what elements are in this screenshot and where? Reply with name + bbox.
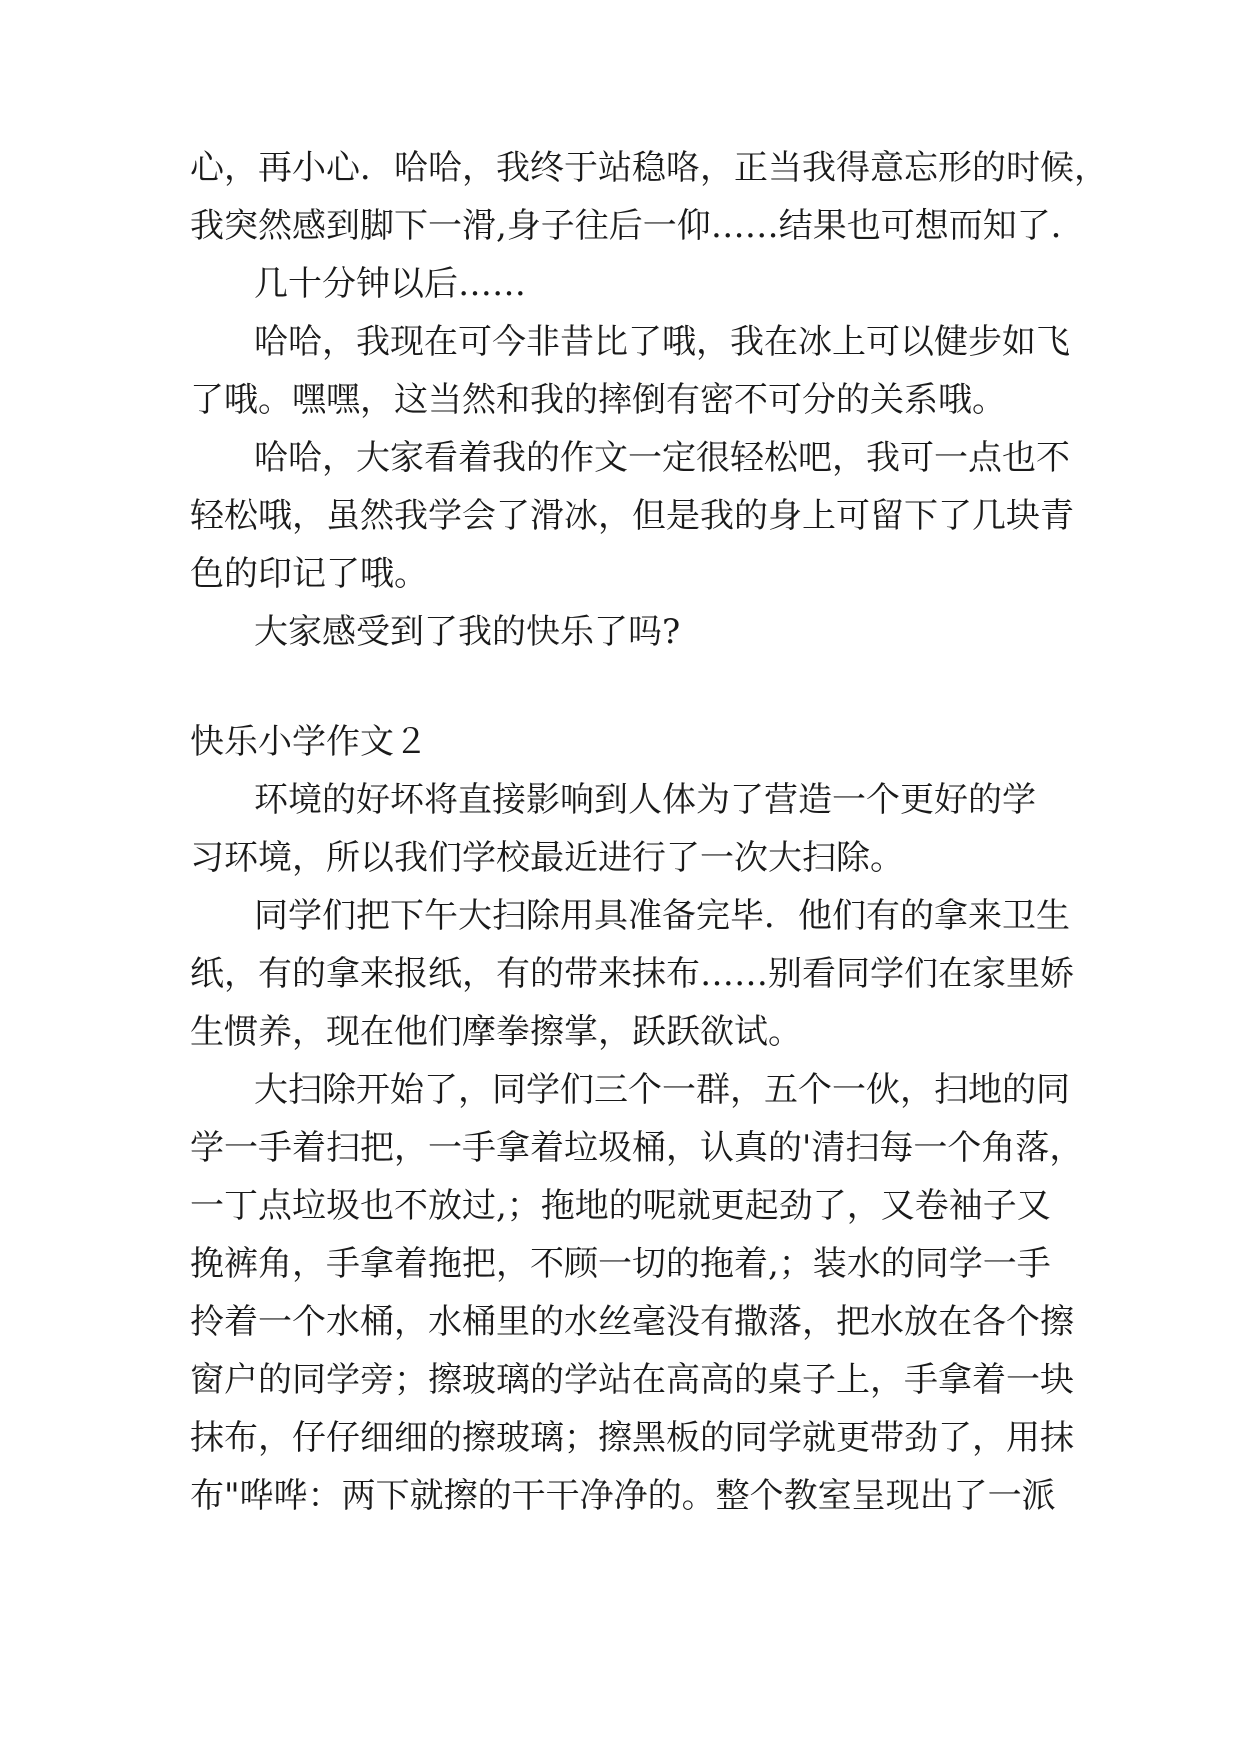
paragraph-line: 一丁点垃圾也不放过,；拖地的呢就更起劲了，又卷袖子又 [190,1186,1051,1226]
paragraph-line: 环境的好坏将直接影响到人体为了营造一个更好的学 [254,780,1036,820]
paragraph-line: 拎着一个水桶，水桶里的水丝毫没有撒落，把水放在各个擦 [190,1302,1074,1342]
paragraph-line: 哈哈，我现在可今非昔比了哦，我在冰上可以健步如飞 [254,322,1070,362]
paragraph-line: 窗户的同学旁；擦玻璃的学站在高高的桌子上，手拿着一块 [190,1360,1074,1400]
paragraph-line: 了哦。嘿嘿，这当然和我的摔倒有密不可分的关系哦。 [190,380,1006,420]
paragraph-line: 同学们把下午大扫除用具准备完毕．他们有的拿来卫生 [254,896,1070,936]
paragraph-line: 大家感受到了我的快乐了吗? [254,612,681,652]
paragraph-line: 大扫除开始了，同学们三个一群，五个一伙，扫地的同 [254,1070,1070,1110]
paragraph-line: 抹布，仔仔细细的擦玻璃；擦黑板的同学就更带劲了，用抹 [190,1418,1074,1458]
paragraph-line: 我突然感到脚下一滑,身子往后一仰……结果也可想而知了． [190,206,1085,246]
paragraph-line: 布"哗哗：两下就擦的干干净净的。整个教室呈现出了一派 [190,1476,1056,1516]
section-heading: 快乐小学作文２ [190,722,428,762]
paragraph-line: 轻松哦，虽然我学会了滑冰，但是我的身上可留下了几块青 [190,496,1074,536]
paragraph-line: 习环境，所以我们学校最近进行了一次大扫除。 [190,838,904,878]
paragraph-line: 几十分钟以后…… [254,264,526,304]
paragraph-line: 生惯养，现在他们摩拳擦掌，跃跃欲试。 [190,1012,802,1052]
paragraph-line: 色的印记了哦。 [190,554,428,594]
paragraph-line: 哈哈，大家看着我的作文一定很轻松吧，我可一点也不 [254,438,1070,478]
paragraph-line: 挽裤角，手拿着拖把，不顾一切的拖着,；装水的同学一手 [190,1244,1051,1284]
paragraph-line: 纸，有的拿来报纸，有的带来抹布……别看同学们在家里娇 [190,954,1074,994]
paragraph-line: 学一手着扫把，一手拿着垃圾桶，认真的'清扫每一个角落， [190,1128,1084,1168]
paragraph-line: 心，再小心．哈哈，我终于站稳咯，正当我得意忘形的时候， [190,148,1108,188]
